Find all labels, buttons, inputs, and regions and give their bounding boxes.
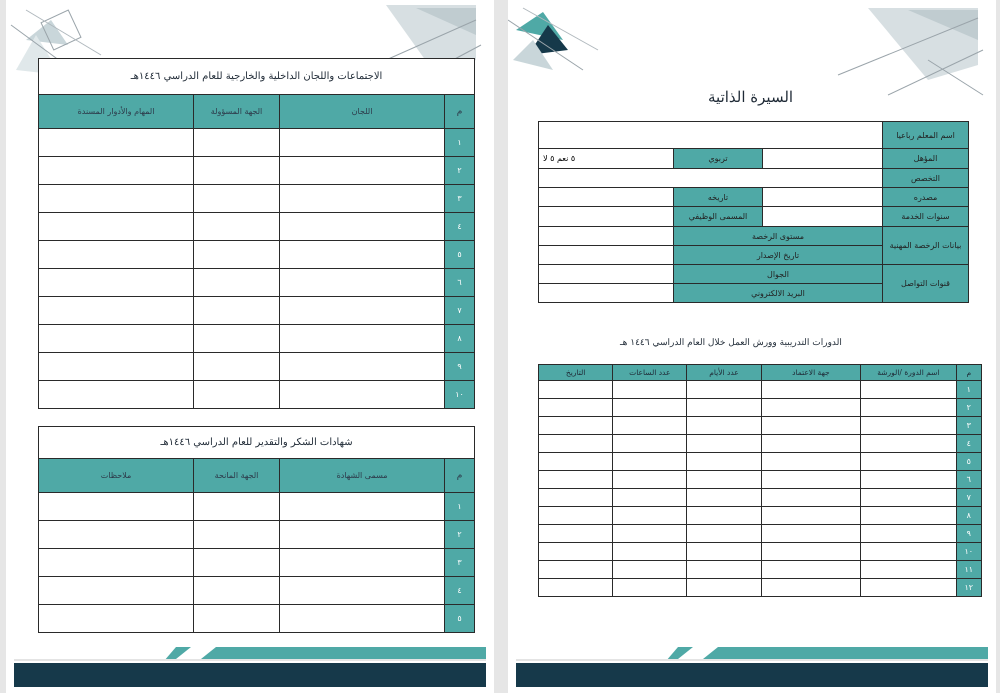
mobile-field[interactable] <box>539 265 674 284</box>
table-row <box>39 213 475 241</box>
table-row <box>539 543 982 561</box>
row-number: ٧ <box>445 297 475 325</box>
table-row <box>539 381 982 399</box>
table-row <box>539 417 982 435</box>
row-number: ١ <box>445 493 475 521</box>
qualification-label: المؤهل <box>883 149 969 169</box>
table-row <box>39 549 475 577</box>
teacher-name-label: اسم المعلم رباعيا <box>883 122 969 149</box>
source-field[interactable] <box>763 188 883 207</box>
email-field[interactable] <box>539 284 674 303</box>
table-row <box>539 435 982 453</box>
teacher-name-field[interactable] <box>539 122 883 149</box>
cv-table <box>538 121 969 303</box>
date-field[interactable] <box>539 188 674 207</box>
qualification-field[interactable] <box>763 149 883 169</box>
meetings-table <box>38 58 475 409</box>
row-number: ٢ <box>956 399 981 417</box>
certificates-col-issuer: الجهة المانحة <box>194 459 280 493</box>
table-row <box>539 525 982 543</box>
certificates-col-notes: ملاحظات <box>39 459 194 493</box>
meetings-col-committees: اللجان <box>280 95 445 129</box>
row-number: ١٠ <box>956 543 981 561</box>
certificates-title: شهادات الشكر والتقدير للعام الدراسي ١٤٤٦هـ <box>39 427 475 459</box>
row-number: ٢ <box>445 157 475 185</box>
training-col-course: اسم الدورة /الورشة <box>861 365 956 381</box>
row-number: ١١ <box>956 561 981 579</box>
row-number: ٧ <box>956 489 981 507</box>
mobile-label: الجوال <box>674 265 883 284</box>
row-number: ٥ <box>445 241 475 269</box>
row-number: ٤ <box>445 213 475 241</box>
table-row <box>539 453 982 471</box>
row-number: ٤ <box>956 435 981 453</box>
row-number: ٥ <box>445 605 475 633</box>
row-number: ١٢ <box>956 579 981 597</box>
table-row <box>39 577 475 605</box>
table-row <box>39 269 475 297</box>
job-title-label: المسمى الوظيفي <box>674 207 763 227</box>
table-row <box>539 579 982 597</box>
table-row <box>39 381 475 409</box>
table-row <box>39 493 475 521</box>
training-col-hours: عدد الساعات <box>613 365 687 381</box>
training-col-date: التاريخ <box>539 365 613 381</box>
meetings-col-num: م <box>445 95 475 129</box>
meetings-col-responsible: الجهة المسؤولة <box>194 95 280 129</box>
issue-date-field[interactable] <box>539 246 674 265</box>
table-row <box>39 325 475 353</box>
training-col-accreditation: جهة الاعتماد <box>761 365 861 381</box>
row-number: ٣ <box>956 417 981 435</box>
row-number: ١ <box>445 129 475 157</box>
meetings-title: الاجتماعات واللجان الداخلية والخارجية للعام الدراسي ١٤٤٦هـ <box>39 59 475 95</box>
row-number: ٢ <box>445 521 475 549</box>
table-row <box>539 399 982 417</box>
table-row <box>39 605 475 633</box>
training-title: الدورات التدريبية وورش العمل خلال العام الدراسي ١٤٤٦ هـ <box>620 338 842 348</box>
table-row <box>39 241 475 269</box>
training-table <box>538 364 982 597</box>
license-label: بيانات الرخصة المهنية <box>883 227 969 265</box>
table-row <box>39 353 475 381</box>
table-row <box>39 129 475 157</box>
meetings-col-tasks: المهام والأدوار المسندة <box>39 95 194 129</box>
table-row <box>539 561 982 579</box>
footer-band <box>6 633 494 693</box>
service-years-label: سنوات الخدمة <box>883 207 969 227</box>
row-number: ٣ <box>445 185 475 213</box>
specialization-field[interactable] <box>539 169 883 188</box>
row-number: ١ <box>956 381 981 399</box>
service-years-field[interactable] <box>763 207 883 227</box>
certificates-col-name: مسمى الشهادة <box>280 459 445 493</box>
table-row <box>39 521 475 549</box>
license-level-label: مستوى الرخصة <box>674 227 883 246</box>
table-row <box>39 185 475 213</box>
job-title-field[interactable] <box>539 207 674 227</box>
date-label: تاريخه <box>674 188 763 207</box>
educational-options[interactable]: ٥ نعم ٥ لا <box>539 149 674 169</box>
row-number: ٤ <box>445 577 475 605</box>
page-right <box>508 0 996 693</box>
certificates-col-num: م <box>445 459 475 493</box>
footer-band <box>508 633 996 693</box>
training-col-days: عدد الأيام <box>687 365 761 381</box>
row-number: ١٠ <box>445 381 475 409</box>
certificates-table <box>38 426 475 633</box>
table-row <box>39 297 475 325</box>
row-number: ٩ <box>445 353 475 381</box>
license-level-field[interactable] <box>539 227 674 246</box>
table-row <box>539 471 982 489</box>
educational-label: تربوي <box>674 149 763 169</box>
row-number: ٨ <box>445 325 475 353</box>
page-left <box>6 0 494 693</box>
table-row <box>39 157 475 185</box>
row-number: ٨ <box>956 507 981 525</box>
page-title: السيرة الذاتية <box>708 88 794 106</box>
row-number: ٦ <box>445 269 475 297</box>
table-row <box>539 507 982 525</box>
issue-date-label: تاريخ الإصدار <box>674 246 883 265</box>
source-label: مصدره <box>883 188 969 207</box>
row-number: ٥ <box>956 453 981 471</box>
training-col-num: م <box>956 365 981 381</box>
row-number: ٦ <box>956 471 981 489</box>
specialization-label: التخصص <box>883 169 969 188</box>
contact-label: قنوات التواصل <box>883 265 969 303</box>
table-row <box>539 489 982 507</box>
row-number: ٣ <box>445 549 475 577</box>
row-number: ٩ <box>956 525 981 543</box>
email-label: البريد الالكتروني <box>674 284 883 303</box>
